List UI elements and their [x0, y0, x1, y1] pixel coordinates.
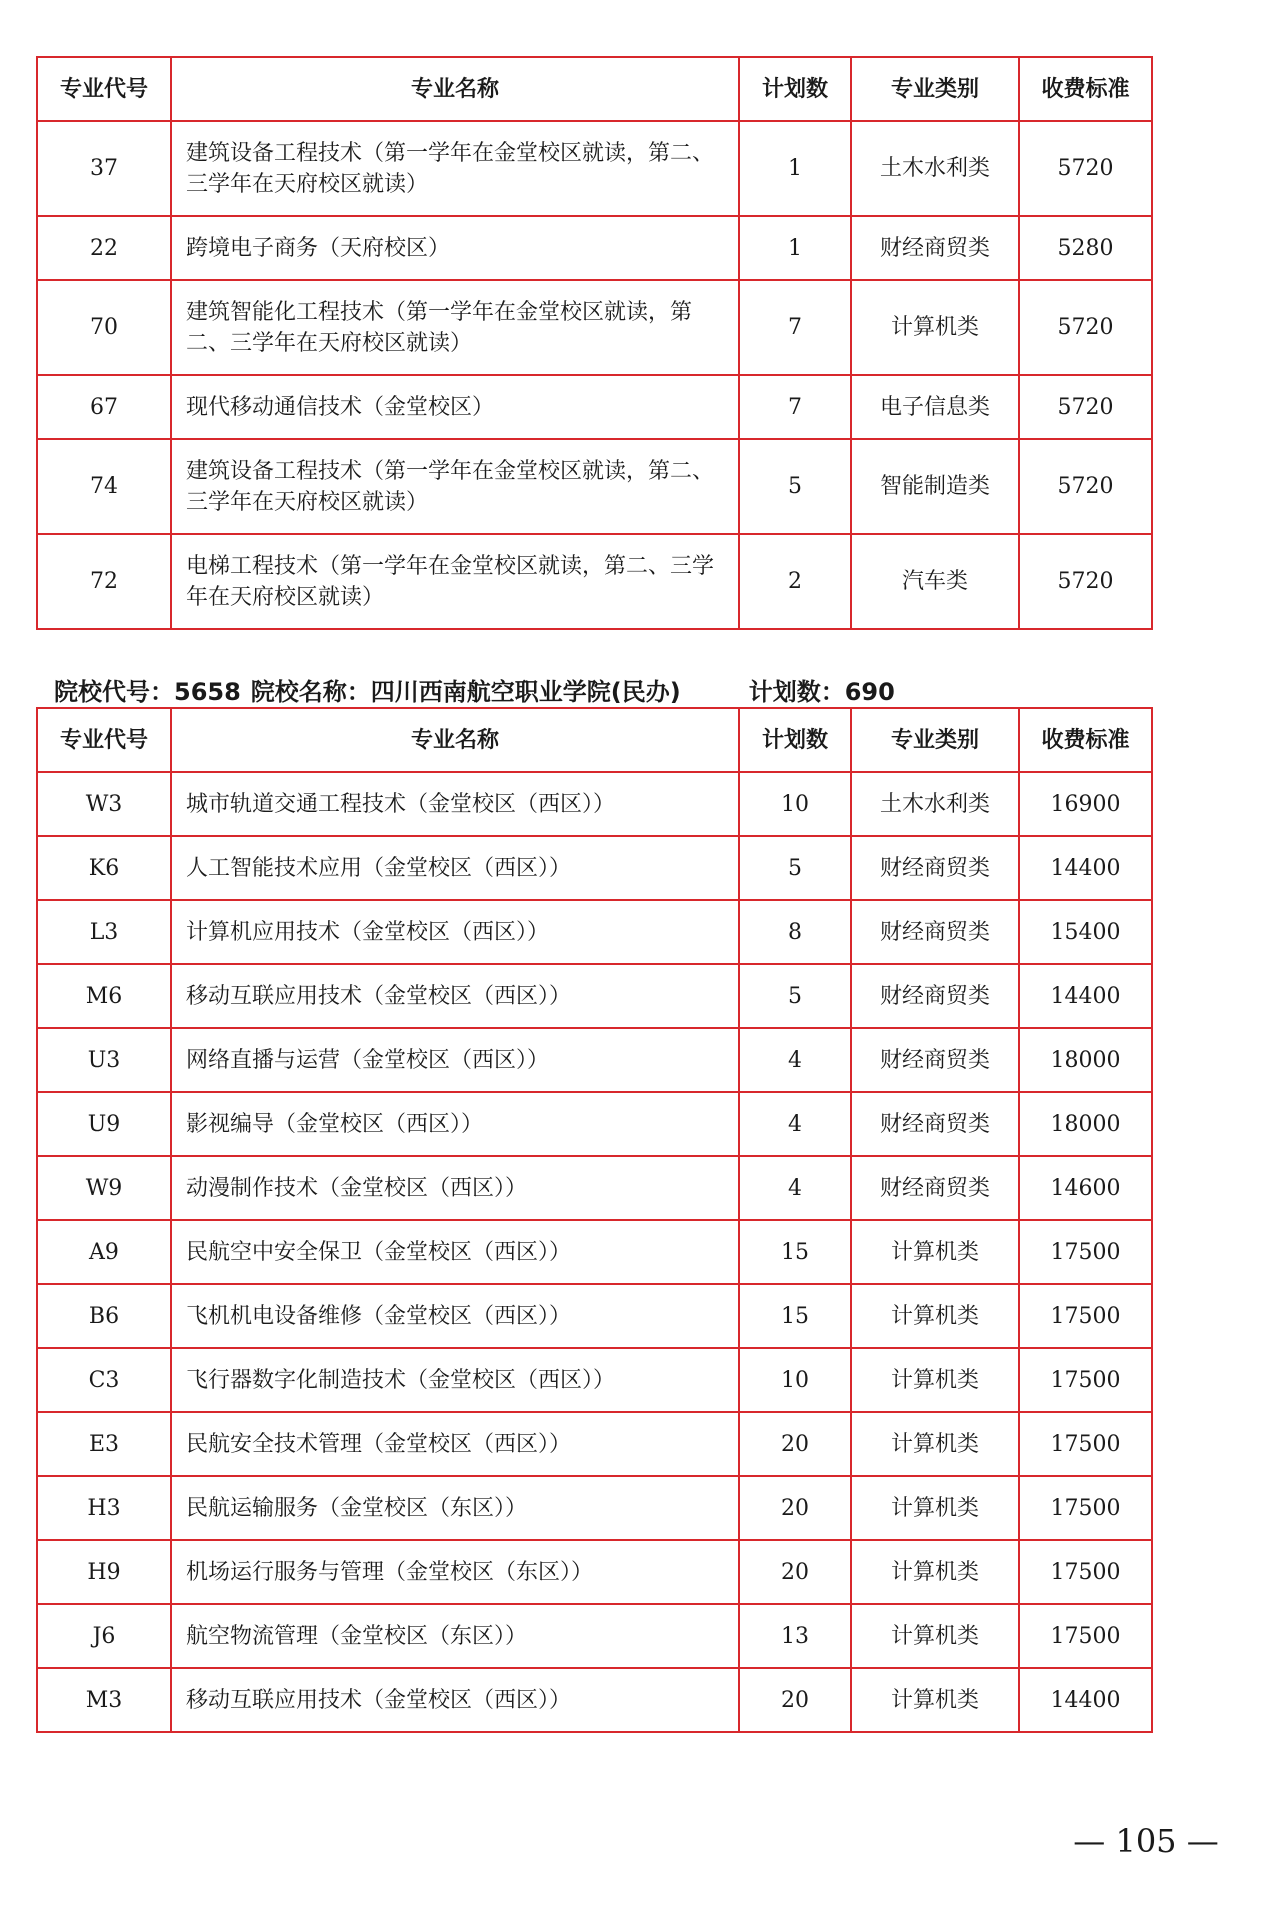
- table-row: [37, 1220, 1152, 1284]
- cell-fee: 17500: [1019, 1476, 1152, 1540]
- cell-category: 计算机类: [851, 1604, 1019, 1668]
- header-category: 专业类别: [851, 57, 1019, 121]
- table-header-row: [37, 708, 1152, 772]
- school-plan-label: 计划数：: [748, 678, 845, 706]
- cell-fee: 5720: [1019, 375, 1152, 439]
- cell-category: 土木水利类: [851, 121, 1019, 216]
- cell-code: B6: [37, 1284, 171, 1348]
- cell-name: 影视编导（金堂校区（西区））: [171, 1092, 739, 1156]
- enrollment-table-1: [36, 56, 1153, 630]
- cell-fee: 17500: [1019, 1412, 1152, 1476]
- page-number: — 105 —: [1073, 1822, 1219, 1860]
- header-fee: 收费标准: [1019, 708, 1152, 772]
- cell-name: 建筑智能化工程技术（第一学年在金堂校区就读，第二、三学年在天府校区就读）: [171, 280, 739, 375]
- cell-code: C3: [37, 1348, 171, 1412]
- cell-fee: 17500: [1019, 1540, 1152, 1604]
- table-row: [37, 964, 1152, 1028]
- cell-plan: 1: [739, 216, 851, 280]
- cell-fee: 14600: [1019, 1156, 1152, 1220]
- cell-fee: 14400: [1019, 1668, 1152, 1732]
- cell-name: 机场运行服务与管理（金堂校区（东区））: [171, 1540, 739, 1604]
- cell-name: 民航空中安全保卫（金堂校区（西区））: [171, 1220, 739, 1284]
- cell-name: 航空物流管理（金堂校区（东区））: [171, 1604, 739, 1668]
- table-row: [37, 1156, 1152, 1220]
- cell-fee: 17500: [1019, 1284, 1152, 1348]
- cell-category: 财经商贸类: [851, 1156, 1019, 1220]
- cell-category: 财经商贸类: [851, 216, 1019, 280]
- cell-name: 民航安全技术管理（金堂校区（西区））: [171, 1412, 739, 1476]
- cell-category: 财经商贸类: [851, 900, 1019, 964]
- cell-plan: 10: [739, 772, 851, 836]
- table-row: [37, 1476, 1152, 1540]
- cell-code: U9: [37, 1092, 171, 1156]
- cell-name: 飞机机电设备维修（金堂校区（西区））: [171, 1284, 739, 1348]
- table-row: [37, 1668, 1152, 1732]
- cell-category: 财经商贸类: [851, 836, 1019, 900]
- cell-fee: 17500: [1019, 1348, 1152, 1412]
- cell-fee: 14400: [1019, 836, 1152, 900]
- table-row: [37, 534, 1152, 629]
- cell-plan: 15: [739, 1284, 851, 1348]
- cell-fee: 5720: [1019, 121, 1152, 216]
- school-name: 四川西南航空职业学院(民办): [370, 678, 681, 706]
- cell-plan: 4: [739, 1156, 851, 1220]
- cell-category: 计算机类: [851, 1220, 1019, 1284]
- cell-plan: 8: [739, 900, 851, 964]
- school-info-line: [54, 672, 895, 707]
- cell-code: 67: [37, 375, 171, 439]
- cell-name: 计算机应用技术（金堂校区（西区））: [171, 900, 739, 964]
- cell-fee: 16900: [1019, 772, 1152, 836]
- cell-name: 网络直播与运营（金堂校区（西区））: [171, 1028, 739, 1092]
- table-row: [37, 772, 1152, 836]
- school-code-label: 院校代号：: [54, 678, 174, 706]
- cell-code: L3: [37, 900, 171, 964]
- cell-plan: 20: [739, 1412, 851, 1476]
- cell-code: J6: [37, 1604, 171, 1668]
- cell-fee: 14400: [1019, 964, 1152, 1028]
- cell-fee: 18000: [1019, 1092, 1152, 1156]
- table-row: [37, 121, 1152, 216]
- cell-code: 72: [37, 534, 171, 629]
- cell-fee: 18000: [1019, 1028, 1152, 1092]
- cell-code: M6: [37, 964, 171, 1028]
- table-row: [37, 900, 1152, 964]
- cell-name: 跨境电子商务（天府校区）: [171, 216, 739, 280]
- cell-category: 汽车类: [851, 534, 1019, 629]
- header-plan: 计划数: [739, 708, 851, 772]
- header-fee: 收费标准: [1019, 57, 1152, 121]
- cell-category: 计算机类: [851, 1348, 1019, 1412]
- cell-plan: 20: [739, 1476, 851, 1540]
- cell-plan: 7: [739, 375, 851, 439]
- table-row: [37, 1604, 1152, 1668]
- cell-plan: 15: [739, 1220, 851, 1284]
- cell-fee: 5720: [1019, 534, 1152, 629]
- cell-plan: 4: [739, 1028, 851, 1092]
- cell-code: 74: [37, 439, 171, 534]
- cell-category: 计算机类: [851, 1668, 1019, 1732]
- header-plan: 计划数: [739, 57, 851, 121]
- cell-plan: 10: [739, 1348, 851, 1412]
- table-row: [37, 1540, 1152, 1604]
- table-row: [37, 1028, 1152, 1092]
- cell-code: H3: [37, 1476, 171, 1540]
- cell-plan: 5: [739, 439, 851, 534]
- cell-fee: 5720: [1019, 280, 1152, 375]
- cell-name: 建筑设备工程技术（第一学年在金堂校区就读，第二、三学年在天府校区就读）: [171, 121, 739, 216]
- cell-name: 电梯工程技术（第一学年在金堂校区就读，第二、三学年在天府校区就读）: [171, 534, 739, 629]
- cell-name: 飞行器数字化制造技术（金堂校区（西区））: [171, 1348, 739, 1412]
- cell-fee: 5280: [1019, 216, 1152, 280]
- cell-name: 移动互联应用技术（金堂校区（西区））: [171, 1668, 739, 1732]
- cell-plan: 2: [739, 534, 851, 629]
- cell-code: M3: [37, 1668, 171, 1732]
- cell-name: 现代移动通信技术（金堂校区）: [171, 375, 739, 439]
- cell-plan: 20: [739, 1668, 851, 1732]
- table-row: [37, 1412, 1152, 1476]
- cell-fee: 5720: [1019, 439, 1152, 534]
- cell-category: 财经商贸类: [851, 1028, 1019, 1092]
- table-row: [37, 836, 1152, 900]
- cell-fee: 17500: [1019, 1220, 1152, 1284]
- table-row: [37, 1284, 1152, 1348]
- school-code: 5658: [174, 678, 241, 706]
- cell-code: 22: [37, 216, 171, 280]
- table-row: [37, 1092, 1152, 1156]
- cell-plan: 5: [739, 964, 851, 1028]
- cell-plan: 5: [739, 836, 851, 900]
- cell-plan: 1: [739, 121, 851, 216]
- cell-code: A9: [37, 1220, 171, 1284]
- header-code: 专业代号: [37, 57, 171, 121]
- header-category: 专业类别: [851, 708, 1019, 772]
- cell-code: W3: [37, 772, 171, 836]
- table-row: [37, 216, 1152, 280]
- cell-category: 计算机类: [851, 1412, 1019, 1476]
- cell-category: 计算机类: [851, 1284, 1019, 1348]
- cell-category: 计算机类: [851, 280, 1019, 375]
- cell-category: 计算机类: [851, 1476, 1019, 1540]
- school-plan: 690: [844, 678, 895, 706]
- cell-name: 民航运输服务（金堂校区（东区））: [171, 1476, 739, 1540]
- header-name: 专业名称: [171, 57, 739, 121]
- cell-name: 人工智能技术应用（金堂校区（西区））: [171, 836, 739, 900]
- cell-category: 财经商贸类: [851, 1092, 1019, 1156]
- cell-code: 37: [37, 121, 171, 216]
- cell-category: 土木水利类: [851, 772, 1019, 836]
- cell-plan: 7: [739, 280, 851, 375]
- cell-category: 智能制造类: [851, 439, 1019, 534]
- cell-code: U3: [37, 1028, 171, 1092]
- cell-plan: 13: [739, 1604, 851, 1668]
- cell-code: E3: [37, 1412, 171, 1476]
- table-row: [37, 280, 1152, 375]
- cell-code: 70: [37, 280, 171, 375]
- cell-code: W9: [37, 1156, 171, 1220]
- cell-name: 动漫制作技术（金堂校区（西区））: [171, 1156, 739, 1220]
- cell-plan: 20: [739, 1540, 851, 1604]
- cell-code: H9: [37, 1540, 171, 1604]
- cell-fee: 17500: [1019, 1604, 1152, 1668]
- table-row: [37, 1348, 1152, 1412]
- header-name: 专业名称: [171, 708, 739, 772]
- cell-plan: 4: [739, 1092, 851, 1156]
- table-row: [37, 375, 1152, 439]
- school-name-label: 院校名称：: [250, 678, 371, 706]
- cell-name: 城市轨道交通工程技术（金堂校区（西区））: [171, 772, 739, 836]
- cell-code: K6: [37, 836, 171, 900]
- cell-category: 财经商贸类: [851, 964, 1019, 1028]
- table-header-row: [37, 57, 1152, 121]
- cell-name: 移动互联应用技术（金堂校区（西区））: [171, 964, 739, 1028]
- cell-name: 建筑设备工程技术（第一学年在金堂校区就读，第二、三学年在天府校区就读）: [171, 439, 739, 534]
- cell-category: 电子信息类: [851, 375, 1019, 439]
- enrollment-table-2: [36, 707, 1153, 1733]
- cell-category: 计算机类: [851, 1540, 1019, 1604]
- table-row: [37, 439, 1152, 534]
- cell-fee: 15400: [1019, 900, 1152, 964]
- header-code: 专业代号: [37, 708, 171, 772]
